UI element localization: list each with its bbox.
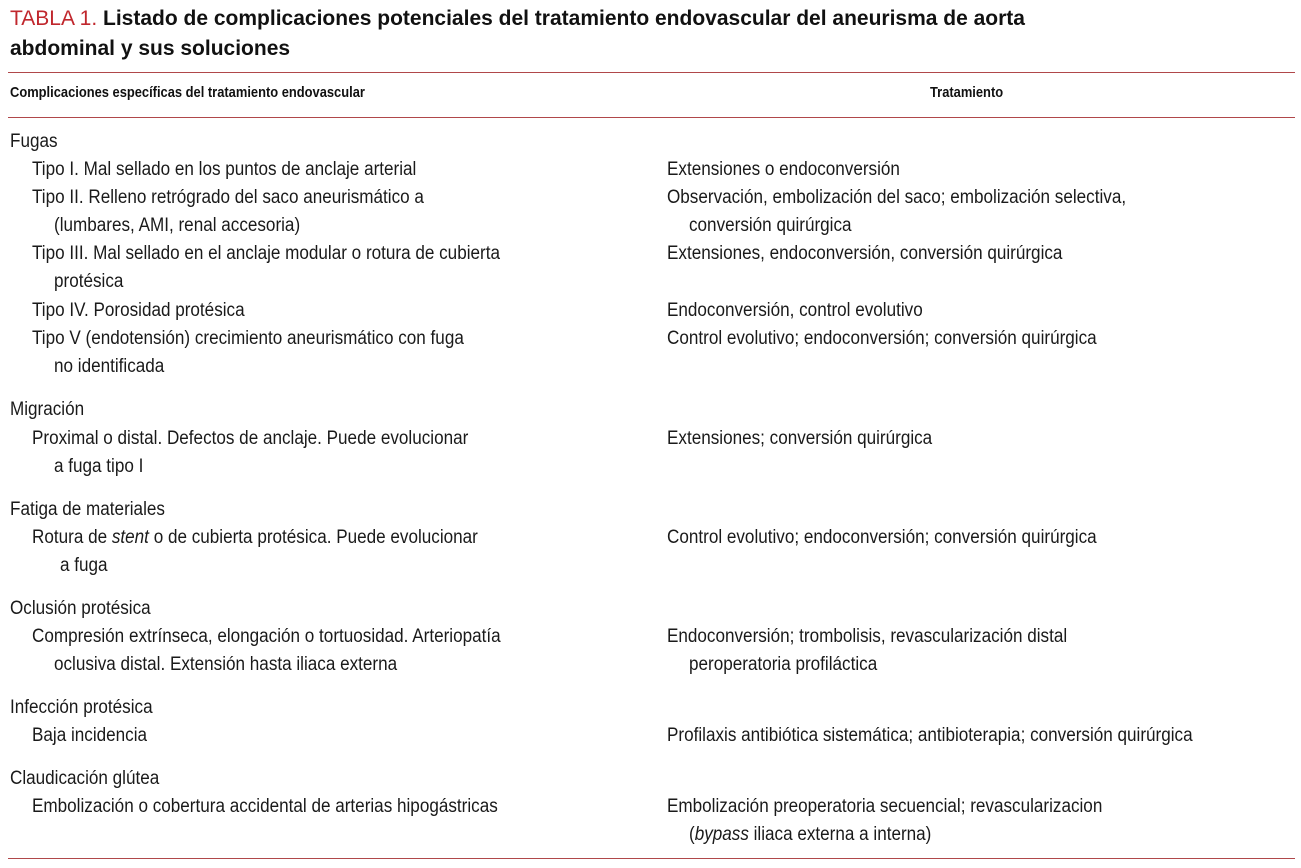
claudicacion-treatment: Embolización preoperatoria secuencial; revascularizacion	[667, 796, 1103, 817]
fugas-tipo-2-treatment-cont: conversión quirúrgica	[689, 215, 852, 236]
fatiga-description	[32, 524, 478, 552]
claudicacion-treatment-cont-post: iliaca externa a interna)	[748, 824, 932, 845]
fugas-tipo-3-treatment: Extensiones, endoconversión, conversión quirúrgica	[667, 243, 1063, 264]
table-title	[10, 4, 1290, 64]
migracion-description: Proximal o distal. Defectos de anclaje. Puede evolucionar	[32, 428, 469, 449]
claudicacion-treatment-cont	[689, 821, 931, 849]
fugas-tipo-5-cont: no identificada	[54, 356, 165, 377]
migracion-description-cont: a fuga tipo I	[54, 456, 144, 477]
header-treatment: Tratamiento	[930, 84, 1004, 101]
category-fugas: Fugas	[10, 131, 58, 152]
table-label: TABLA 1.	[10, 7, 98, 30]
fatiga-description-post: o de cubierta protésica. Puede evolucionar	[148, 527, 478, 548]
fugas-tipo-1-treatment: Extensiones o endoconversión	[667, 159, 900, 180]
fugas-tipo-4: Tipo IV. Porosidad protésica	[32, 300, 245, 321]
fatiga-treatment: Control evolutivo; endoconversión; conversión quirúrgica	[667, 527, 1097, 548]
fatiga-description-stent: stent	[111, 527, 149, 548]
top-rule	[8, 72, 1295, 73]
claudicacion-description: Embolización o cobertura accidental de arterias hipogástricas	[32, 796, 498, 817]
fugas-tipo-3-cont: protésica	[54, 271, 124, 292]
category-oclusion: Oclusión protésica	[10, 598, 151, 619]
table-title-text-line1: Listado de complicaciones potenciales del tratamiento endovascular del aneurisma de aorta	[103, 7, 1025, 30]
oclusion-description-cont: oclusiva distal. Extensión hasta iliaca externa	[54, 654, 398, 675]
category-infeccion: Infección protésica	[10, 697, 153, 718]
fugas-tipo-3: Tipo III. Mal sellado en el anclaje modular o rotura de cubierta	[32, 243, 500, 264]
category-fatiga: Fatiga de materiales	[10, 499, 165, 520]
header-complications: Complicaciones específicas del tratamiento endovascular	[10, 84, 365, 101]
table-title-text-line2: abdominal y sus soluciones	[10, 37, 291, 60]
bottom-rule	[8, 858, 1295, 859]
claudicacion-treatment-cont-bypass: bypass	[694, 824, 749, 845]
fugas-tipo-5-treatment: Control evolutivo; endoconversión; conversión quirúrgica	[667, 328, 1097, 349]
oclusion-treatment-cont: peroperatoria profiláctica	[689, 654, 878, 675]
fugas-tipo-2: Tipo II. Relleno retrógrado del saco aneurismático a	[32, 187, 424, 208]
fugas-tipo-5: Tipo V (endotensión) crecimiento aneurismático con fuga	[32, 328, 464, 349]
infeccion-description: Baja incidencia	[32, 725, 148, 746]
category-claudicacion: Claudicación glútea	[10, 768, 160, 789]
claudicacion-treatment-cont-pre: (	[689, 824, 695, 845]
header-rule	[8, 117, 1295, 118]
category-migracion: Migración	[10, 399, 85, 420]
fugas-tipo-2-cont: (lumbares, AMI, renal accesoria)	[54, 215, 301, 236]
oclusion-description: Compresión extrínseca, elongación o tortuosidad. Arteriopatía	[32, 626, 501, 647]
infeccion-treatment: Profilaxis antibiótica sistemática; antibioterapia; conversión quirúrgica	[667, 725, 1193, 746]
fugas-tipo-2-treatment: Observación, embolización del saco; embolización selectiva,	[667, 187, 1127, 208]
fatiga-description-cont: a fuga	[60, 555, 108, 576]
fatiga-description-pre: Rotura de	[32, 527, 112, 548]
oclusion-treatment: Endoconversión; trombolisis, revascularización distal	[667, 626, 1068, 647]
migracion-treatment: Extensiones; conversión quirúrgica	[667, 428, 933, 449]
fugas-tipo-1: Tipo I. Mal sellado en los puntos de anclaje arterial	[32, 159, 417, 180]
fugas-tipo-4-treatment: Endoconversión, control evolutivo	[667, 300, 923, 321]
